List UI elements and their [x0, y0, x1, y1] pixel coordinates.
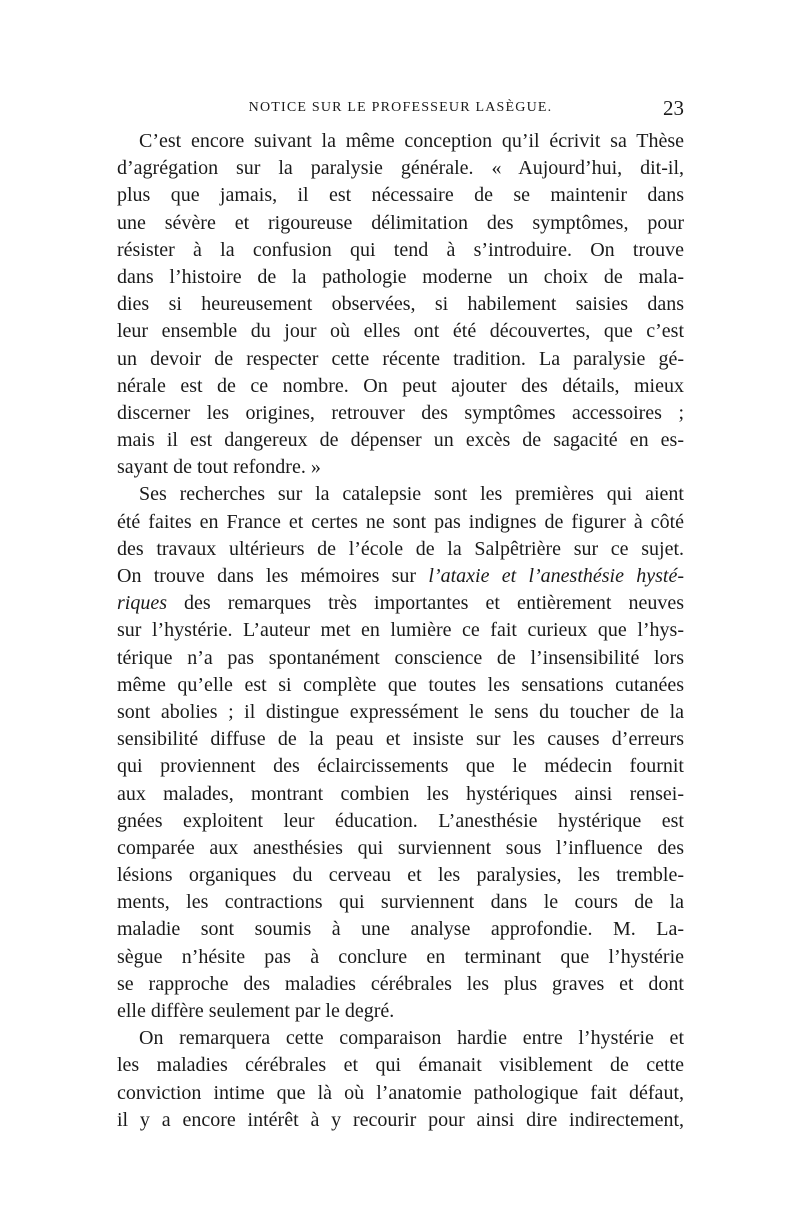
text-line: nérale est de ce nombre. On peut ajouter des détails, mieux	[117, 374, 684, 397]
italic-title-fragment: l’ataxie et l’anesthésie hysté-	[428, 565, 684, 587]
text-line: dans l’histoire de la pathologie moderne un choix de mala-	[117, 265, 684, 288]
text-line: sayant de tout refondre. »	[117, 456, 321, 479]
paragraph-1	[117, 128, 684, 481]
text-line: lésions organiques du cerveau et les paralysies, les tremble-	[117, 864, 684, 887]
italic-title-end: riques	[117, 592, 167, 615]
text-line: sègue n’hésite pas à conclure en terminant que l’hystérie	[117, 945, 684, 968]
text-line: conviction intime que là où l’anatomie pathologique fait défaut,	[117, 1081, 684, 1104]
text-line: C’est encore suivant la même conception qu’il écrivit sa Thèse	[139, 130, 684, 152]
text-line: elle diffère seulement par le degré.	[117, 1000, 395, 1022]
text-fragment: des remarques très importantes et entièrement neuves	[167, 592, 684, 615]
text-line: sont abolies ; il distingue expressément le sens du toucher de la	[117, 700, 684, 723]
text-line: se rapproche des maladies cérébrales les plus graves et dont	[117, 972, 684, 995]
text-line: même qu’elle est si complète que toutes les sensations cutanées	[117, 673, 684, 696]
text-line: sur l’hystérie. L’auteur met en lumière ce fait curieux que l’hys-	[117, 619, 684, 642]
text-line: dies si heureusement observées, si habilement saisies dans	[117, 293, 684, 316]
text-line: plus que jamais, il est nécessaire de se maintenir dans	[117, 184, 684, 207]
paragraph-3	[117, 1025, 684, 1134]
text-line: sensibilité diffuse de la peau et insiste sur les causes d’erreurs	[117, 728, 684, 751]
text-line: qui proviennent des éclaircissements que le médecin fournit	[117, 755, 684, 778]
text-line: une sévère et rigoureuse délimitation des symptômes, pour	[117, 211, 684, 234]
text-line: aux malades, montrant combien les hystériques ainsi rensei-	[117, 782, 684, 805]
page-number: 23	[663, 96, 684, 120]
text-line: discerner les origines, retrouver des symptômes accessoires ;	[117, 401, 684, 424]
text-line: Ses recherches sur la catalepsie sont les premières qui aient	[139, 483, 684, 506]
text-line: résister à la confusion qui tend à s’introduire. On trouve	[117, 238, 684, 261]
text-line: On remarquera cette comparaison hardie entre l’hystérie et	[139, 1027, 684, 1050]
text-line: d’agrégation sur la paralysie générale. « Aujourd’hui, dit-il,	[117, 157, 684, 180]
text-line: leur ensemble du jour où elles ont été découvertes, que c’est	[117, 320, 684, 343]
text-line: gnées exploitent leur éducation. L’anesthésie hystérique est	[117, 809, 684, 832]
text-line: été faites en France et certes ne sont pas indignes de figurer à côté	[117, 510, 684, 533]
text-fragment: On trouve dans les mémoires sur	[117, 565, 417, 587]
text-line: mais il est dangereux de dépenser un excès de sagacité en es-	[117, 429, 684, 452]
text-line: comparée aux anesthésies qui surviennent sous l’influence des	[117, 836, 684, 859]
text-line: maladie sont soumis à une analyse approfondie. M. La-	[117, 918, 684, 941]
paragraph-2	[117, 481, 684, 1025]
text-line: les maladies cérébrales et qui émanait visiblement de cette	[117, 1054, 684, 1077]
body-text	[117, 128, 684, 1134]
running-head-title: NOTICE SUR LE PROFESSEUR LASÈGUE.	[248, 100, 553, 115]
text-line-with-italic	[117, 590, 684, 617]
text-line: des travaux ultérieurs de l’école de la Salpêtrière sur ce sujet.	[117, 537, 684, 560]
text-line: il y a encore intérêt à y recourir pour ainsi dire indirectement,	[117, 1108, 684, 1131]
text-line: un devoir de respecter cette récente tradition. La paralysie gé-	[117, 347, 684, 370]
text-line-with-italic	[117, 563, 684, 590]
running-head	[117, 96, 684, 120]
text-line: ments, les contractions qui surviennent dans le cours de la	[117, 891, 684, 914]
text-line: térique n’a pas spontanément conscience de l’insensibilité lors	[117, 646, 684, 669]
